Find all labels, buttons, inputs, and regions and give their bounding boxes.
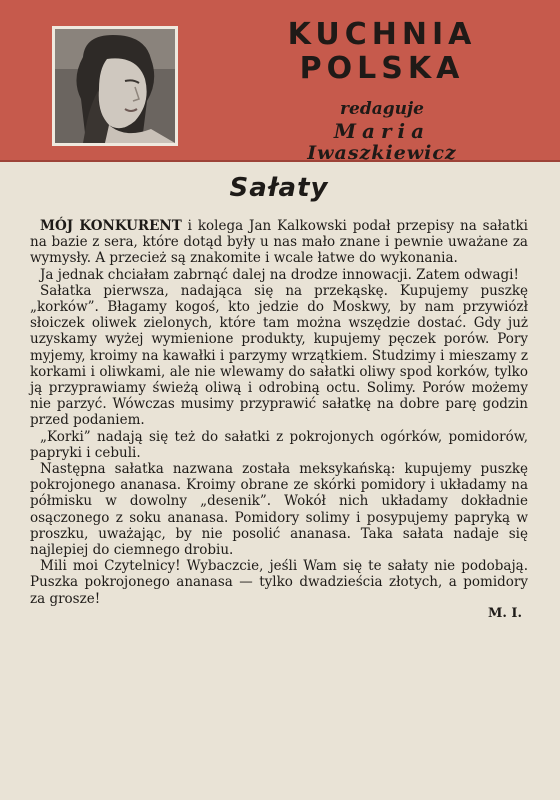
editor-credit-verb: redaguje	[340, 99, 424, 119]
column-title-line-2: POLSKA	[299, 51, 465, 86]
article-lead-in: MÓJ KONKURENT	[40, 218, 182, 234]
author-signature: M. I.	[487, 605, 522, 621]
column-title-block	[282, 18, 482, 164]
article-paragraph-1-text: i kolega Jan Kalkowski podał przepisy na sałatki na bazie z sera, które dotąd były u nas mało znane i pewnie uważane za wymysły. A przecież są znakomite i wcale łatwe do wykonania.	[30, 218, 528, 267]
article-paragraph-2: Ja jednak chciałam zabrnąć dalej na drodze innowacji. Zatem odwagi!	[40, 266, 519, 283]
column-title-line-1: KUCHNIA	[287, 17, 477, 52]
author-portrait-image	[55, 29, 175, 143]
column-header	[0, 0, 560, 162]
editor-last-name: Iwaszkiewicz	[307, 142, 457, 164]
article-paragraph-5: Następna sałatka nazwana została meksykańską: kupujemy puszkę pokrojonego ananasa. Kroimy obrane ze skórki pomidory i układamy na półmisku w dowolny „desenik”. Wokół nich układamy dokładnie osączonego z soku ananasa. Pomidory solimy i posypujemy papryką w proszku, uważając, by nie posolić ananasa. Taka sałata nadaje się najlepiej do ciemnego drobiu.	[30, 461, 528, 559]
author-portrait	[52, 26, 178, 146]
article-paragraph-4: „Korki” nadają się też do sałatki z pokrojonych ogórków, pomidorów, papryki i cebuli.	[30, 428, 528, 461]
article-paragraph-3: Sałatka pierwsza, nadająca się na przekąskę. Kupujemy puszkę „korków”. Błagamy kogoś, kto jedzie do Moskwy, by nam przywiózł słoiczek oliwek zielonych, które tam można wszędzie dostać. Gdy już uzyskamy wyżej wymienione produkty, kupujemy pęczek porów. Pory myjemy, kroimy na kawałki i parzymy wrzątkiem. Studzimy i mieszamy z korkami i oliwkami, ale nie wlewamy do sałatki oliwy spod korków, tylko ją przyprawiamy świeżą oliwą i odrobiną octu. Solimy. Porów możemy nie parzyć. Wówczas musimy przyprawić sałatkę na dobre parę godzin przed podaniem.	[30, 282, 528, 429]
article-heading: Sałaty	[229, 173, 329, 203]
article-paragraph-6: Mili moi Czytelnicy! Wybaczcie, jeśli Wam się te sałaty nie podobają. Puszka pokrojonego ananasa — tylko dwadzieścia złotych, a pomidory za grosze!	[30, 558, 528, 607]
article	[30, 172, 528, 622]
article-paragraph-1	[30, 218, 528, 267]
editor-first-name: Maria	[333, 119, 431, 143]
